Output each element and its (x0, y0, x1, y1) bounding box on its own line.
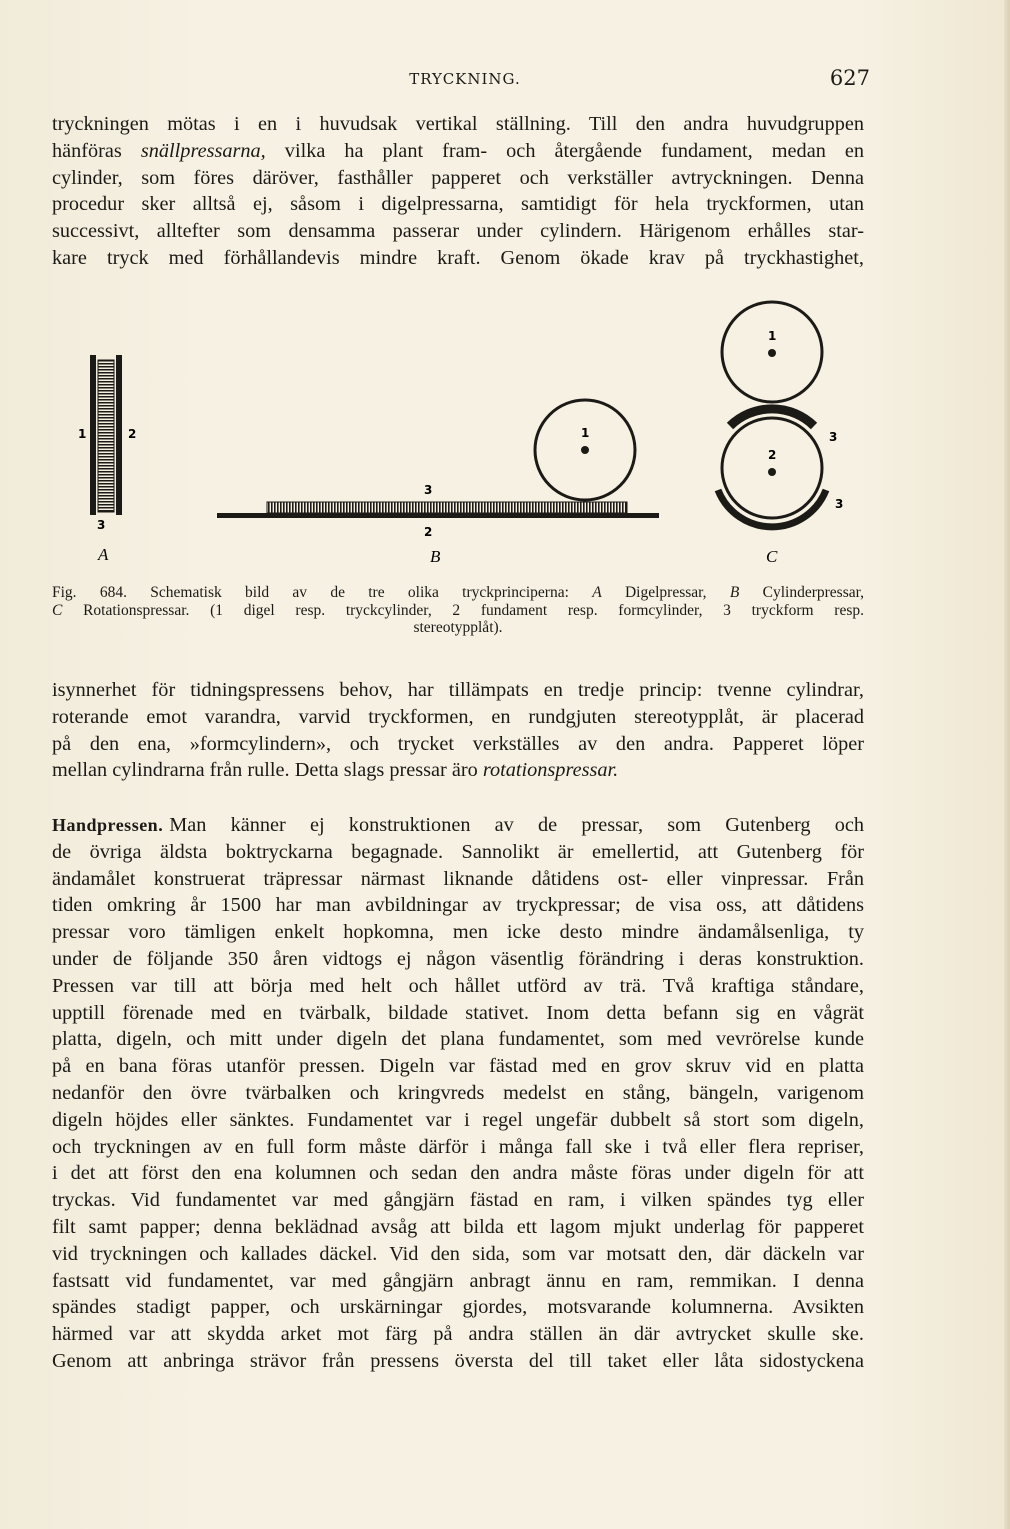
text-line: procedur sker alltså ej, såsom i digelpressarna, samtidigt för hela tryckformen, utan (52, 193, 864, 216)
text-line: digeln höjdes eller sänktes. Fundamentet var i regel ungefär dubbelt så stort som digeln, (52, 1108, 864, 1131)
type-form (98, 360, 114, 512)
running-head: TRYCKNING. (409, 70, 521, 88)
label-num: 2 (424, 525, 433, 539)
text-line: tiden omkring år 1500 har man avbildningar av tryckpressar; de visa oss, att dåtidens (52, 894, 864, 917)
text-line: tryckas. Vid fundamentet var med gångjärn fästad en ram, i vilken spändes tyg eller (52, 1189, 864, 1212)
label-b: B (430, 547, 441, 566)
text-line: de övriga äldsta boktryckarna begagnade. Sannolikt är emellertid, att Gutenberg för (52, 840, 864, 863)
caption-line: Fig. 684. Schematisk bild av de tre olika tryckprinciperna: A Digelpressar, B Cylinderpressar, (52, 584, 865, 601)
paragraph-handpressen (52, 812, 864, 1375)
type-form (267, 502, 627, 513)
term-snallpressarna: snällpressarna, (140, 139, 266, 162)
press-diagram (52, 300, 882, 580)
label-c: C (766, 547, 778, 566)
figure-caption (52, 584, 864, 637)
diagram-a-platen-press (78, 355, 136, 564)
text-line: upptill förenade med en tvärbalk, bildade stativet. Inom detta befann sig en vågrät (52, 1001, 864, 1024)
label-num: 3 (835, 497, 844, 511)
text-line: Handpressen. Man känner ej konstruktionen av de pressar, som Gutenberg och (52, 814, 864, 836)
text-line: i det att först den ena kolumnen och sedan den andra måste föras under digeln för att (52, 1162, 864, 1185)
label-num: 3 (97, 518, 106, 532)
figure-684 (52, 300, 882, 580)
text-line: filt samt papper; denna beklädnad avsåg att bilda ett lagom mjukt underlag för papperet (52, 1215, 864, 1238)
text-line: Genom att anbringa strävor från pressens översta del till taket eller låta sidostyckena (52, 1349, 864, 1372)
text-line: spändes stadigt papper, och urskärningar gjordes, motsvarande kolumnerna. Avsikten (52, 1296, 864, 1319)
text-line: på den ena, »formcylindern», och trycket verkställes av den andra. Papperet löper (52, 732, 864, 755)
text-line: roterande emot varandra, varvid tryckformen, en rundgjuten stereotypplåt, är placerad (52, 705, 864, 728)
label-a: A (98, 545, 109, 564)
diagram-c-rotary-press (718, 302, 843, 566)
text-line: och tryckningen av en full form måste därför i många fall ske i två eller flera repriser, (52, 1135, 864, 1158)
text-line: kare tryck med förhållandevis mindre kraft. Genom ökade krav på tryckhastighet, (52, 246, 864, 269)
bed (116, 355, 122, 515)
paragraph-intro (52, 111, 864, 272)
text-line: mellan cylindrarna från rulle. Detta slags pressar äro rotationspressar. (52, 759, 619, 782)
label-num: 2 (768, 448, 777, 462)
term-rotationspressar: rotationspressar. (482, 759, 619, 782)
stereotype-plate (718, 490, 826, 527)
text-line: isynnerhet för tidningspressens behov, har tillämpats en tredje princip: tvenne cylindrar, (52, 679, 864, 701)
label-num: 3 (424, 483, 433, 497)
text-line: cylinder, som föres däröver, fasthåller papperet och verkställer avtryckningen. Denna (52, 166, 864, 189)
bed (217, 513, 659, 518)
label-num: 1 (768, 329, 777, 343)
cylinder-axis (581, 446, 589, 454)
text-line: härmed var att skydda arket mot färg på andra ställen än där avtrycket skulle ske. (52, 1323, 864, 1346)
caption-line: C Rotationspressar. (1 digel resp. tryckcylinder, 2 fundament resp. formcylinder, 3 tryckform resp. (52, 601, 865, 619)
cylinder-axis (768, 468, 776, 476)
label-num: 1 (78, 427, 87, 441)
text-line: fastsatt vid fundamentet, var med gångjärn anbragt ännu en ram, remmikan. I denna (52, 1269, 864, 1292)
platen (90, 355, 96, 515)
text-line: på en bana föras utanför pressen. Digeln var fästad med en grov skruv vid en platta (52, 1055, 864, 1078)
caption-line: stereotypplåt). (413, 619, 503, 636)
text-line: platta, digeln, och mitt under digeln det plana fundamentet, som med vevrörelse kunde (52, 1028, 864, 1051)
text-line: successivt, alltefter som densamma passerar under cylindern. Härigenom erhålles star- (52, 220, 864, 243)
text-line: ändamålet konstruerat träpressar närmast liknande dåtidens ost- eller vinpressar. Från (52, 867, 864, 890)
text-line: Pressen var till att börja med helt och hållet utförd av trä. Två kraftiga ståndare, (52, 974, 864, 997)
cylinder-axis (768, 349, 776, 357)
page-number: 627 (829, 66, 870, 90)
text-line: vid tryckningen och kallades däckel. Vid den sida, som var motsatt den, där däckeln var (52, 1242, 864, 1265)
label-num: 1 (581, 426, 590, 440)
label-num: 3 (829, 430, 838, 444)
text-line: hänföras snällpressarna, vilka ha plant fram- och återgående fundament, medan en (52, 139, 864, 162)
diagram-b-cylinder-press (217, 400, 659, 566)
label-num: 2 (128, 427, 137, 441)
text-line: tryckningen mötas i en i huvudsak vertikal ställning. Till den andra huvudgruppen (52, 113, 864, 135)
paragraph-rotary (52, 677, 864, 784)
text-line: under de följande 350 åren vidtogs ej någon väsentlig förändring i deras konstruktion. (52, 947, 864, 970)
text-line: pressar voro tämligen enkelt hopkomna, men icke desto mindre ändamålsenliga, ty (52, 921, 864, 944)
page-edge (1004, 0, 1010, 1529)
section-heading: Handpressen. (52, 815, 164, 835)
text-line: nedanför den övre tvärbalken och kringvreds medelst en stång, bängeln, varigenom (52, 1081, 864, 1104)
